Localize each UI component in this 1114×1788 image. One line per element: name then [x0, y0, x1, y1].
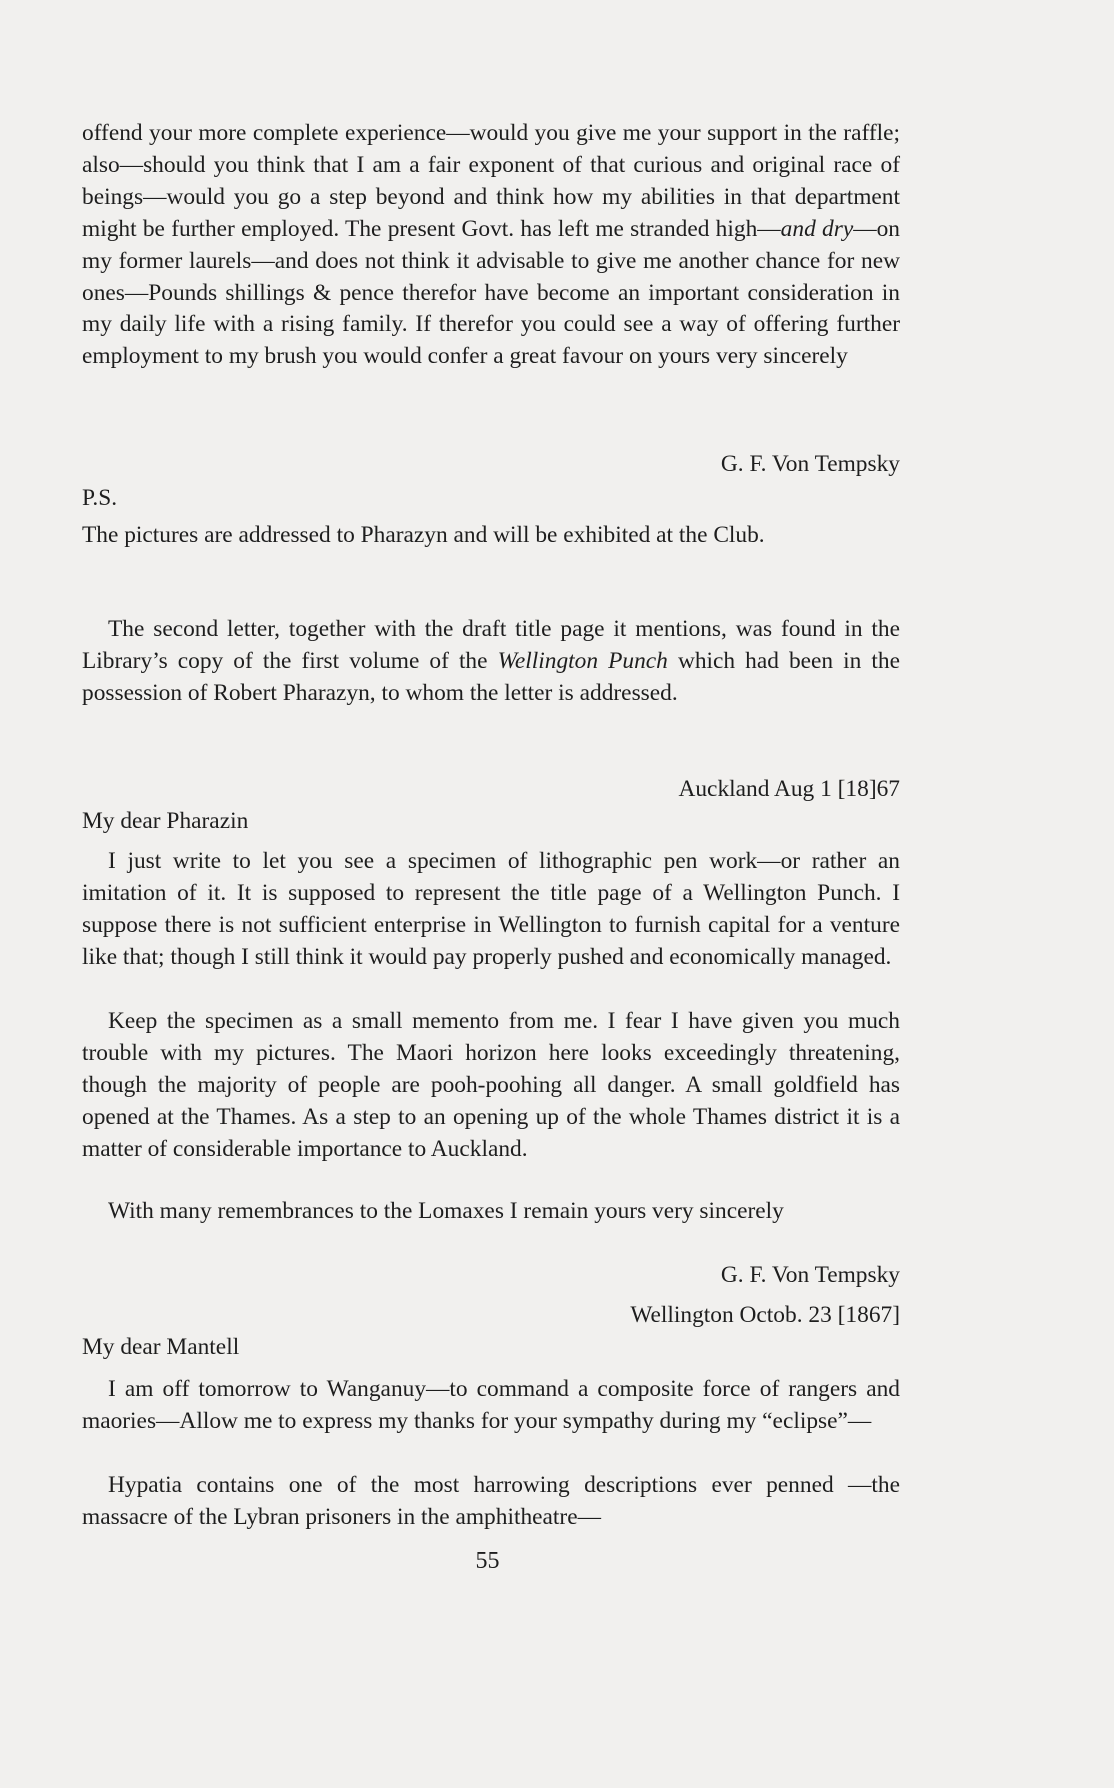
letter2-salutation: My dear Pharazin: [82, 808, 249, 834]
letter2-signature: G. F. Von Tempsky: [720, 1262, 900, 1288]
italic-emphasis: and dry: [780, 215, 854, 242]
letter2-dateline: Auckland Aug 1 [18]67: [678, 776, 900, 802]
letter1-body: offend your more complete experience—would you give me your support in the raffle; also—should you think that I am a fair exponent of that curious and original race of beings—would you go a step beyond and think how my abilities in that department might be further employed. The present Govt. has left me stranded high—and dry—on my former laurels—and does not think it advisable to give me another chance for new ones—Pounds shillings & pence therefor have become an important consideration in my daily life with a rising family. If therefor you could see a way of offering further employment to my brush you would confer a great favour on yours very sincerely: [82, 120, 900, 370]
letter2-para3: With many remembrances to the Lomaxes I remain yours very sincerely: [108, 1198, 784, 1224]
letter3-para2: Hypatia contains one of the most harrowing descriptions ever penned —the massacre of the Lybran prisoners in the amphitheatre—: [82, 1472, 900, 1530]
letter3-para1: I am off tomorrow to Wanganuy—to command a composite force of rangers and maories—Allow me to express my thanks for your sympathy during my “eclipse”—: [82, 1376, 900, 1434]
letter2-para2: Keep the specimen as a small memento from me. I fear I have given you much trouble with my pictures. The Maori horizon here looks exceedingly threatening, though the majority of people are pooh-poohing all danger. A small goldfield has opened at the Thames. As a step to an opening up of the whole Thames district it is a matter of considerable importance to Auckland.: [82, 1008, 900, 1162]
page-number: 55: [475, 1548, 500, 1574]
intro-paragraph: The second letter, together with the draft title page it mentions, was found in the Library’s copy of the first volume of the Wellington Punch which had been in the possession of Robert Pharazyn, to whom the letter is addressed.: [82, 616, 900, 706]
ps-label: P.S.: [82, 485, 118, 511]
letter2-para1: I just write to let you see a specimen of lithographic pen work—or rather an imitation of it. It is supposed to represent the title page of a Wellington Punch. I suppose there is not sufficient enterprise in Wellington to furnish capital for a venture like that; though I still think it would pay properly pushed and economically managed.: [82, 848, 900, 970]
letter1-signature: G. F. Von Tempsky: [720, 451, 900, 477]
wellington-punch-title: Wellington Punch: [497, 647, 668, 674]
letter3-salutation: My dear Mantell: [82, 1334, 240, 1360]
letter3-dateline: Wellington Octob. 23 [1867]: [630, 1302, 900, 1328]
ps-text: The pictures are addressed to Pharazyn and will be exhibited at the Club.: [82, 522, 765, 548]
